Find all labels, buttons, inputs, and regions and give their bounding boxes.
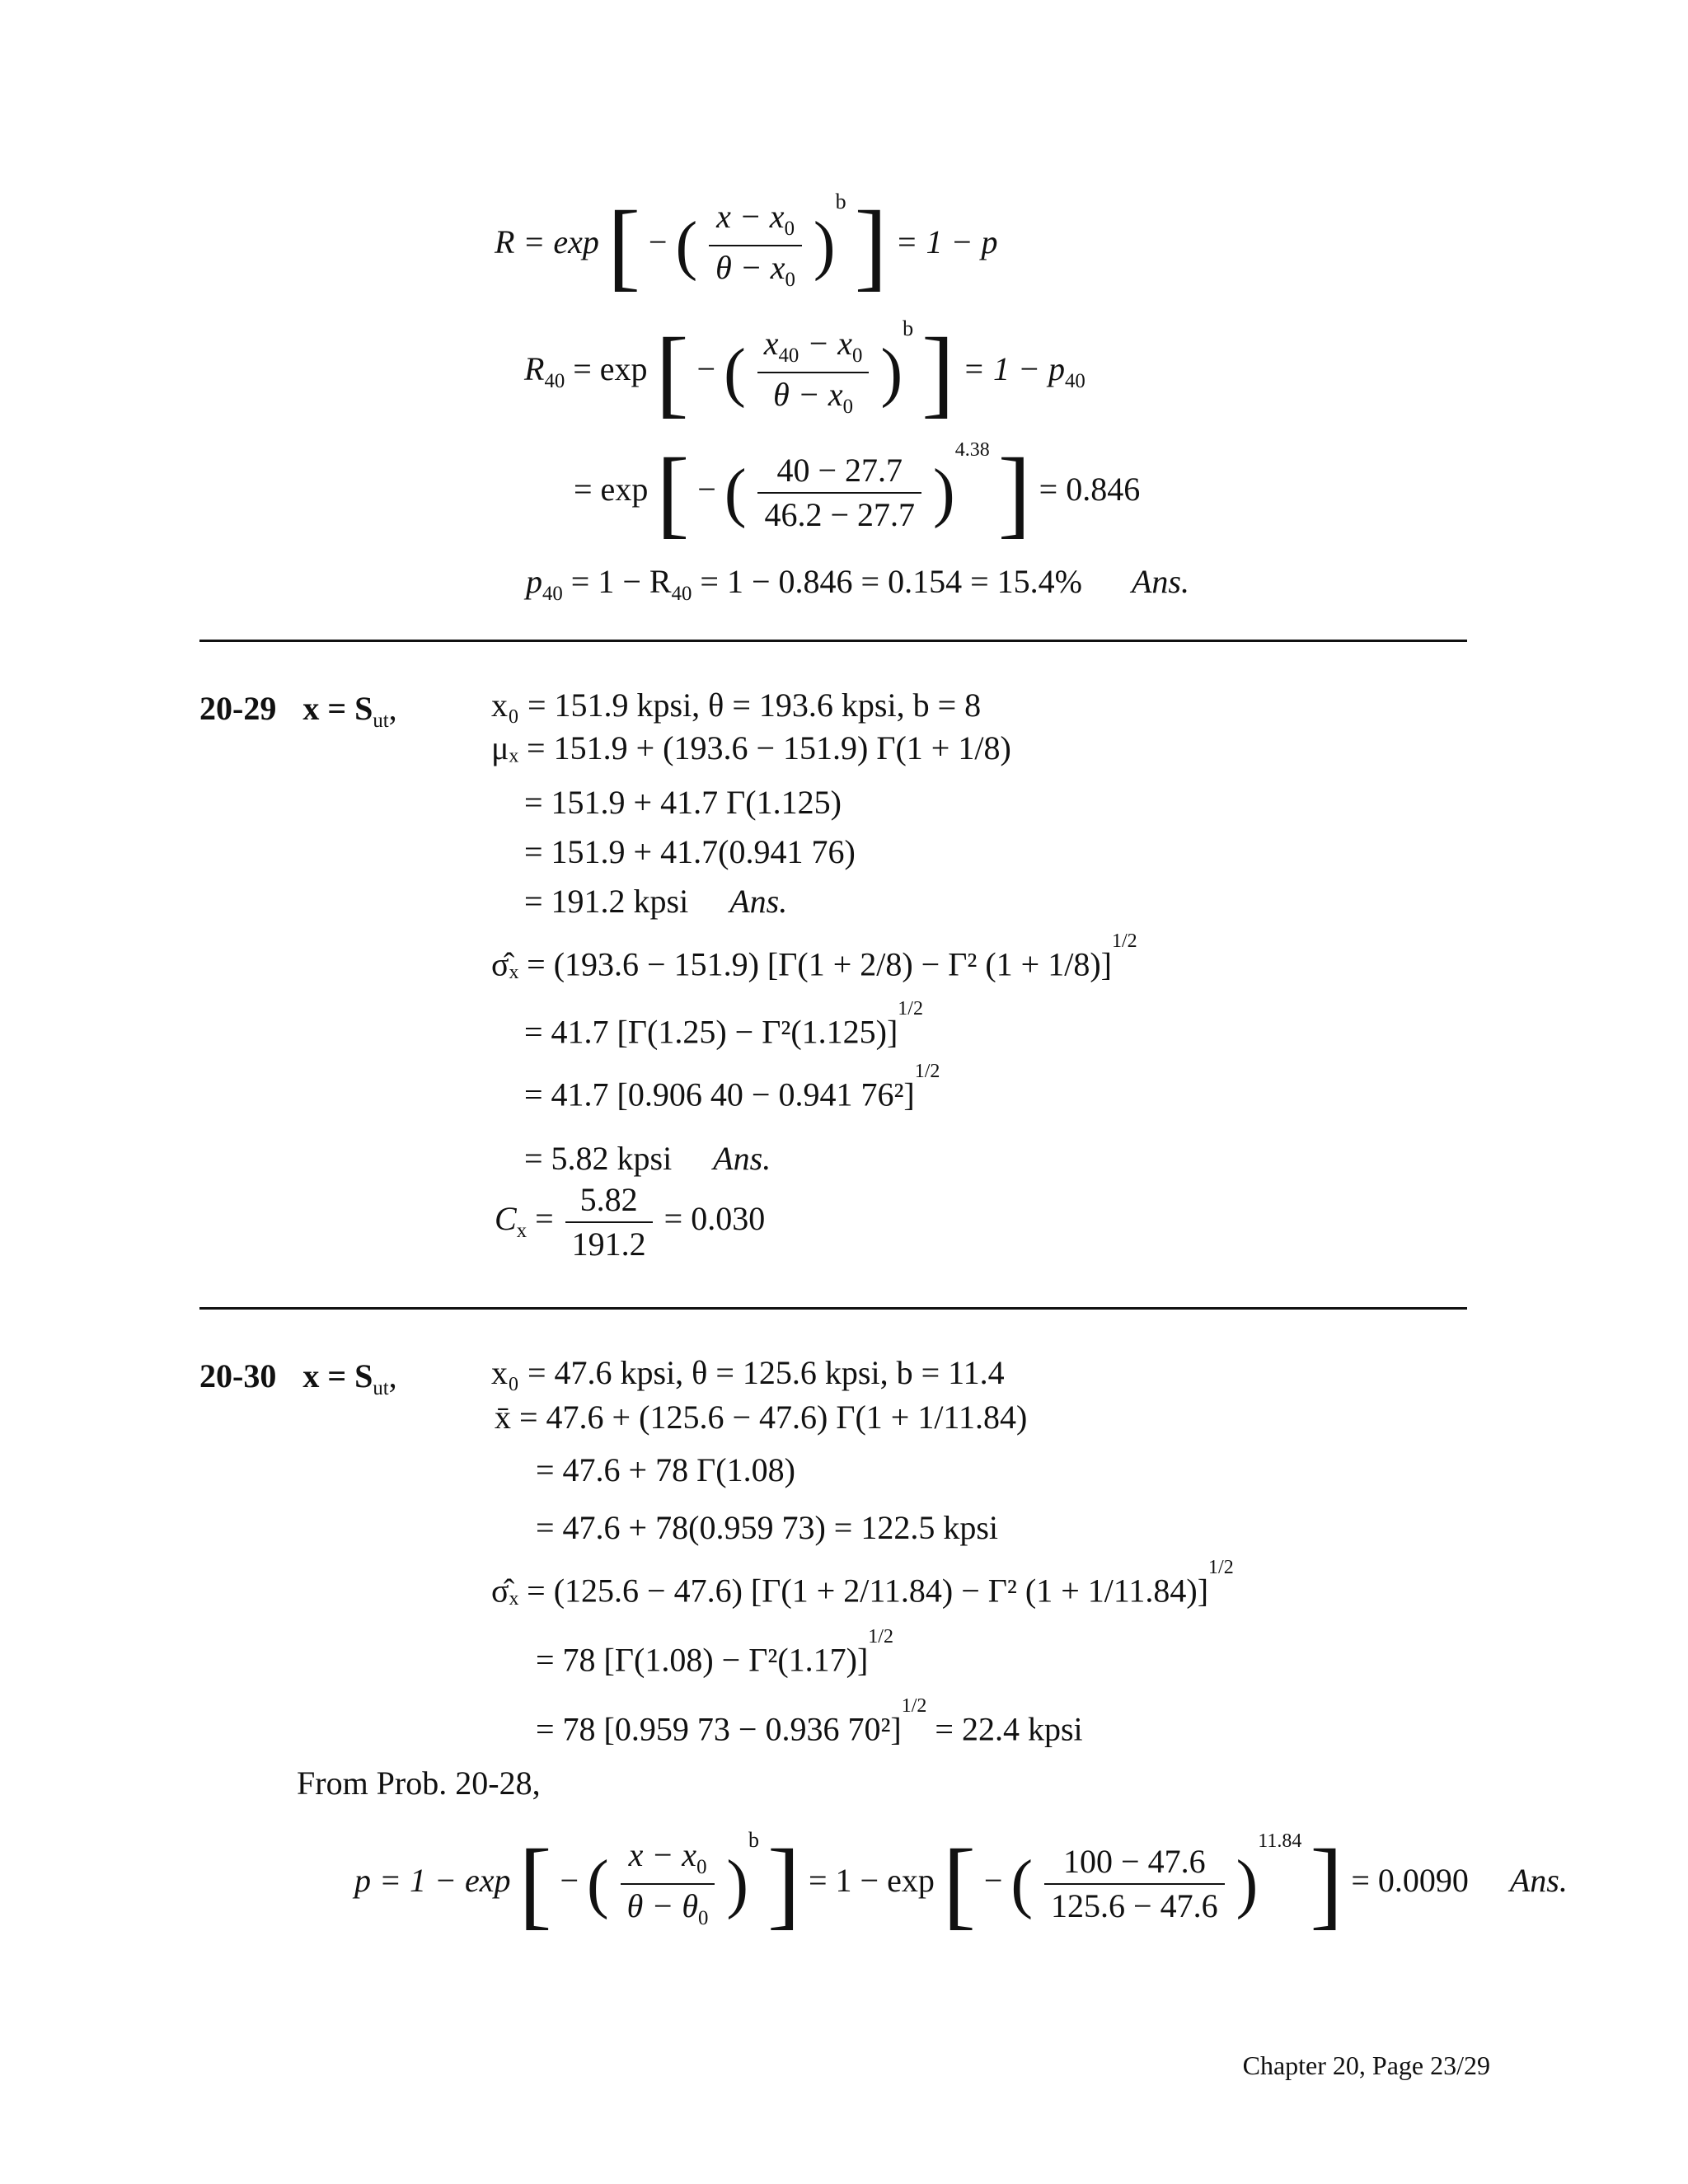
separator-1 <box>199 640 1467 642</box>
eq1-lhs: R = exp <box>495 223 599 261</box>
eq-2029-mean: μₓ = 151.9 + (193.6 − 151.9) Γ(1 + 1/8) <box>491 729 1011 766</box>
eq-2029-stdev-3: = 41.7 [0.906 40 − 0.941 76²]$^{1/2}$ <box>524 1061 940 1113</box>
eq1-fraction: $\frac{x - x_0}{\theta - x_0}$ <box>709 200 802 291</box>
final-fraction-1: $\frac{x - x_0}{\theta - \theta_0}$ <box>621 1839 715 1929</box>
answer-label: Ans. <box>729 883 788 920</box>
eq-2030-line2: = 47.6 + 78 Γ(1.08) <box>536 1451 795 1488</box>
eq-reliability-numeric: = exp [ − ( $\frac{40 - 27.7}{46.2 - 27.7}$ )$^{4.38}$ ] = 0.846 <box>574 438 1141 547</box>
eq-2029-stdev-4: = 5.82 kpsi Ans. <box>524 1140 771 1177</box>
eq-2030-stdev-2: = 78 $[\Gamma(1.08) - \Gamma^2(1.17)]^{1/2}$ <box>536 1626 893 1679</box>
problem-number: 20-29 <box>199 690 277 727</box>
answer-label: Ans. <box>713 1140 771 1177</box>
eq-2030-stdev-3: = 78 [0.959 73 − 0.936 70²]$^{1/2}$ = 22.4 kpsi <box>536 1695 1083 1748</box>
eq-2029-line3: = 151.9 + 41.7(0.941 76) <box>524 833 856 870</box>
eq3-fraction: $\frac{40 - 27.7}{46.2 - 27.7}$ <box>757 454 921 532</box>
problem-20-29-params: x₀ = 151.9 kpsi, θ = 193.6 kpsi, b = 8 <box>491 687 982 724</box>
problem-number: 20-30 <box>199 1357 277 1394</box>
eq2-fraction: $\frac{x_{40} - x_0}{\theta - x_0}$ <box>757 327 870 418</box>
eq-2029-cov: $C_x$ = $\frac{5.82}{191.2}$ = 0.030 <box>495 1181 766 1263</box>
eq-p40-result: $p_{40} = 1 - R_{40} = 1 - 0.846 = 0.154 = 15.4\%$ Ans. <box>526 563 1189 605</box>
eq-2030-probability: p = 1 − exp [ − ( $\frac{x - x_0}{\theta - \theta_0}$ )$^b$ ] = 1 − exp [ − ( $\frac{100 - 47.6}{125.6 - 47.6}$ )$^{11.84}$ ] = 0.0090 Ans. <box>354 1827 1568 1938</box>
eq-reliability-general: R = exp [ − ( $\frac{x - x_0}{\theta - x_0}$ )$^b$ ] = 1 − p <box>495 189 998 300</box>
eq-2030-stdev: σ̂ₓ = (125.6 − 47.6) [Γ(1 + 2/11.84) − Γ² (1 + 1/11.84)]$^{1/2}$ <box>491 1557 1234 1610</box>
eq-2029-line2: = 151.9 + 41.7 Γ(1.125) <box>524 784 842 821</box>
answer-label: Ans. <box>1131 563 1189 600</box>
from-prob-note: From Prob. 20-28, <box>297 1765 541 1802</box>
page-footer: Chapter 20, Page 23/29 <box>1242 2050 1490 2080</box>
eq-2029-stdev-2: = 41.7 $[\Gamma(1.25) - \Gamma^2(1.125)]^{1/2}$ <box>524 998 923 1051</box>
eq1-rhs: = 1 − p <box>895 223 998 261</box>
eq-2029-line4: = 191.2 kpsi Ans. <box>524 883 788 920</box>
eq-2030-mean: x̄ = 47.6 + (125.6 − 47.6) Γ(1 + 1/11.84) <box>495 1399 1028 1436</box>
problem-20-30-params: x₀ = 47.6 kpsi, θ = 125.6 kpsi, b = 11.4 <box>491 1354 1005 1391</box>
problem-20-30-header: 20-30 $x = S_{ut}$, <box>199 1357 397 1399</box>
eq-reliability-40: $R_{40} = \exp$ [ − ( $\frac{x_{40} - x_0}{\theta - x_0}$ )$^b$ ] = $1 - p_{40}$ <box>524 316 1085 427</box>
cov-fraction: $\frac{5.82}{191.2}$ <box>565 1183 653 1261</box>
problem-20-29-header: 20-29 $x = S_{ut}$, <box>199 690 397 732</box>
eq-2029-stdev: σ̂ₓ = (193.6 − 151.9) [Γ(1 + 2/8) − Γ² (1 + 1/8)]$^{1/2}$ <box>491 930 1137 983</box>
answer-label: Ans. <box>1509 1862 1568 1900</box>
separator-2 <box>199 1307 1467 1310</box>
final-fraction-2: $\frac{100 - 47.6}{125.6 - 47.6}$ <box>1044 1845 1225 1923</box>
eq-2030-line3: = 47.6 + 78(0.959 73) = 122.5 kpsi <box>536 1509 998 1546</box>
